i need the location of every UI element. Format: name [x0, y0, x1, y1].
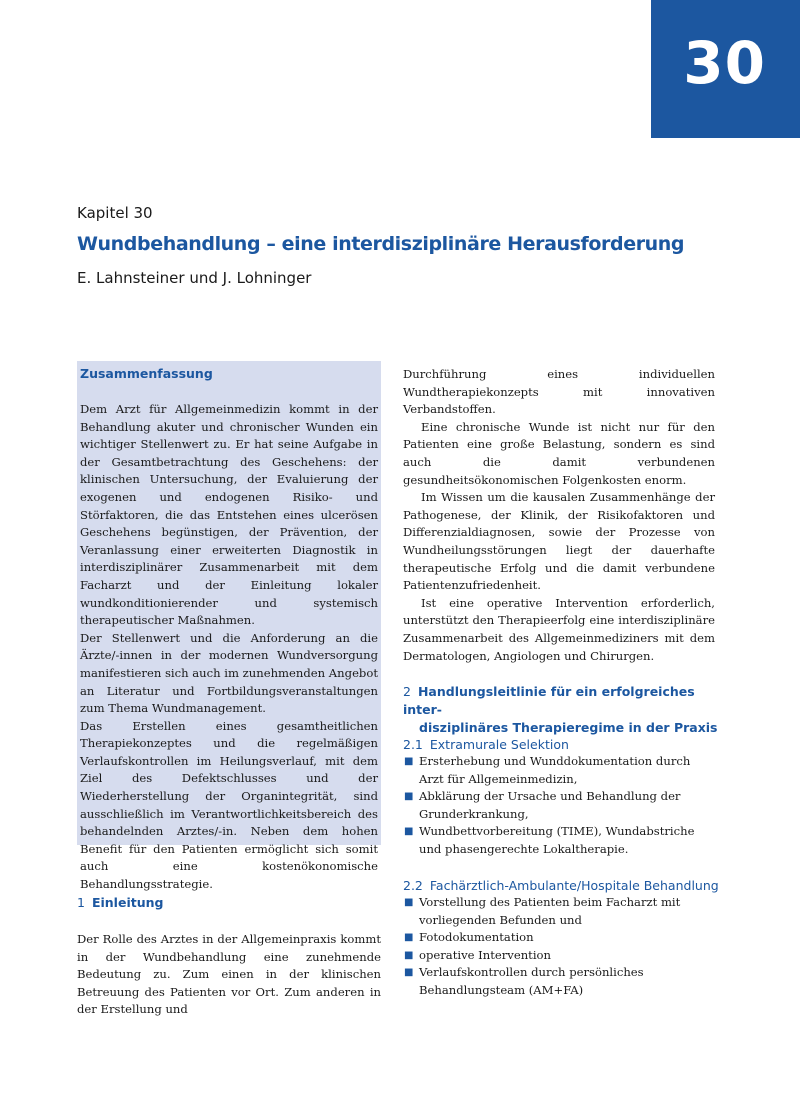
summary-text	[80, 401, 378, 894]
subsection-number: 2.1	[403, 737, 423, 752]
bullet-icon: ■	[404, 932, 414, 944]
bullet-icon: ■	[404, 897, 414, 908]
bullet-icon: ■	[404, 967, 414, 979]
body-paragraph: Eine chronische Wunde ist nicht nur für den Patienten eine große Belastung, sondern es sind auch die damit verbundenen gesundheitsökonomischen Folgenkosten enorm.	[403, 419, 715, 487]
subsection-title: Extramurale Selektion	[429, 737, 569, 752]
summary-paragraph: Dem Arzt für Allgemeinmedizin kommt in der Behandlung akuter und chronischer Wunden ein wichtiger Stellenwert zu. Er hat seine Aufgabe in der Gesamtbetrachtung des Geschehens: der klinischen Untersuchung, der Evaluierung der exogenen und endogenen Risiko- und Störfaktoren, die das Entstehen eines ulcerösen Geschehens begünstigen, der Prävention, der Veranlassung einer erweiterten Diagnostik in interdisziplinärer Zusammenarbeit mit dem Facharzt und der Einleitung lokaler wundkonditionierender und systemisch therapeutischer Maßnahmen.	[80, 402, 378, 628]
subsection-title: Fachärztlich-Ambulante/Hospitale Behandlung	[429, 878, 719, 893]
body-paragraph: Durchführung eines individuellen Wundtherapiekonzepts mit innovativen Verbandstoffen.	[403, 367, 715, 417]
body-paragraph: Ist eine operative Intervention erforderlich, unterstützt den Therapieerfolg eine interdisziplinäre Zusammenarbeit des Allgemeinmediziners mit dem Dermatologen, Angiologen und Chirurgen.	[403, 595, 715, 663]
bullet-icon: ■	[404, 756, 414, 767]
subsection-2-1-heading	[403, 737, 569, 752]
chapter-title: Wundbehandlung – eine interdisziplinäre Herausforderung	[77, 233, 685, 255]
body-paragraph: Der Rolle des Arztes in der Allgemeinpraxis kommt in der Wundbehandlung eine zunehmende Bedeutung zu. Zum einen in der klinischen Betreuung des Patienten vor Ort. Zum anderen in der Erstellung und	[77, 932, 381, 1017]
list-item: ■ Abklärung der Ursache und Behandlung der Grunderkrankung,	[404, 789, 681, 821]
summary-paragraph: Das Erstellen eines gesamtheitlichen Therapiekonzeptes und die regelmäßigen Verlaufskontrollen im Heilungsverlauf, mit dem Ziel des Defektschlusses und der Wiederherstellung der Organintegrität, sind ausschließlich im Verantwortlichkeitsbereich des behandelnden Arztes/-in. Neben dem hohen Benefit für den Patienten ermöglicht sich somit auch eine kostenökonomische Behandlungsstrategie.	[80, 718, 378, 892]
list-item: ■ operative Intervention	[403, 947, 715, 965]
bullet-icon: ■	[404, 791, 414, 803]
summary-paragraph: Der Stellenwert und die Anforderung an die Ärzte/-innen in der modernen Wundversorgung manifestieren sich auch im zunehmenden Angebot an Literatur und Fortbildungsveranstaltungen zum Thema Wundmanagement.	[80, 630, 378, 716]
section-title-line-1: Handlungsleitlinie für ein erfolgreiches inter-	[403, 684, 695, 717]
chapter-authors: E. Lahnsteiner und J. Lohninger	[77, 269, 312, 287]
subsection-2-2-heading	[403, 878, 719, 893]
right-column-body	[403, 366, 715, 665]
section-number: 1	[77, 895, 85, 910]
chapter-label: Kapitel 30	[77, 204, 153, 222]
section-title: Einleitung	[91, 895, 164, 910]
list-item: ■ Vorstellung des Patienten beim Facharzt mit vorliegenden Befunden und	[404, 895, 681, 927]
summary-box	[77, 361, 381, 892]
subsection-number: 2.2	[403, 878, 423, 893]
section-1-heading	[77, 895, 163, 910]
subsection-2-1-list	[403, 753, 715, 859]
body-paragraph: Im Wissen um die kausalen Zusammenhänge der Pathogenese, der Klinik, der Risikofaktoren und Differenzialdiagnosen, sowie der Prozesse von Wundheilungsstörungen liegt der dauerhafte therapeutische Erfolg und die damit verbundene Patientenzufriedenheit.	[403, 490, 715, 593]
section-title-line-2: disziplinäres Therapieregime in der Praxis	[419, 720, 718, 735]
list-item: ■ Wundbettvorbereitung (TIME), Wundabstriche und phasengerechte Lokaltherapie.	[404, 824, 695, 856]
list-item: ■ Verlaufskontrollen durch persönliches Behandlungsteam (AM+FA)	[404, 965, 644, 997]
chapter-number-box	[651, 0, 800, 138]
subsection-2-2-list	[403, 894, 715, 1000]
list-item: ■ Fotodokumentation	[403, 929, 715, 947]
bullet-icon: ■	[404, 826, 414, 838]
summary-heading: Zusammenfassung	[80, 366, 213, 381]
section-2-heading	[403, 683, 719, 737]
chapter-number: 30	[683, 29, 766, 97]
bullet-icon: ■	[404, 949, 414, 961]
section-1-body	[77, 931, 381, 1019]
section-number: 2	[403, 684, 411, 699]
list-item: ■ Ersterhebung und Wunddokumentation durch Arzt für Allgemeinmedizin,	[404, 754, 691, 786]
